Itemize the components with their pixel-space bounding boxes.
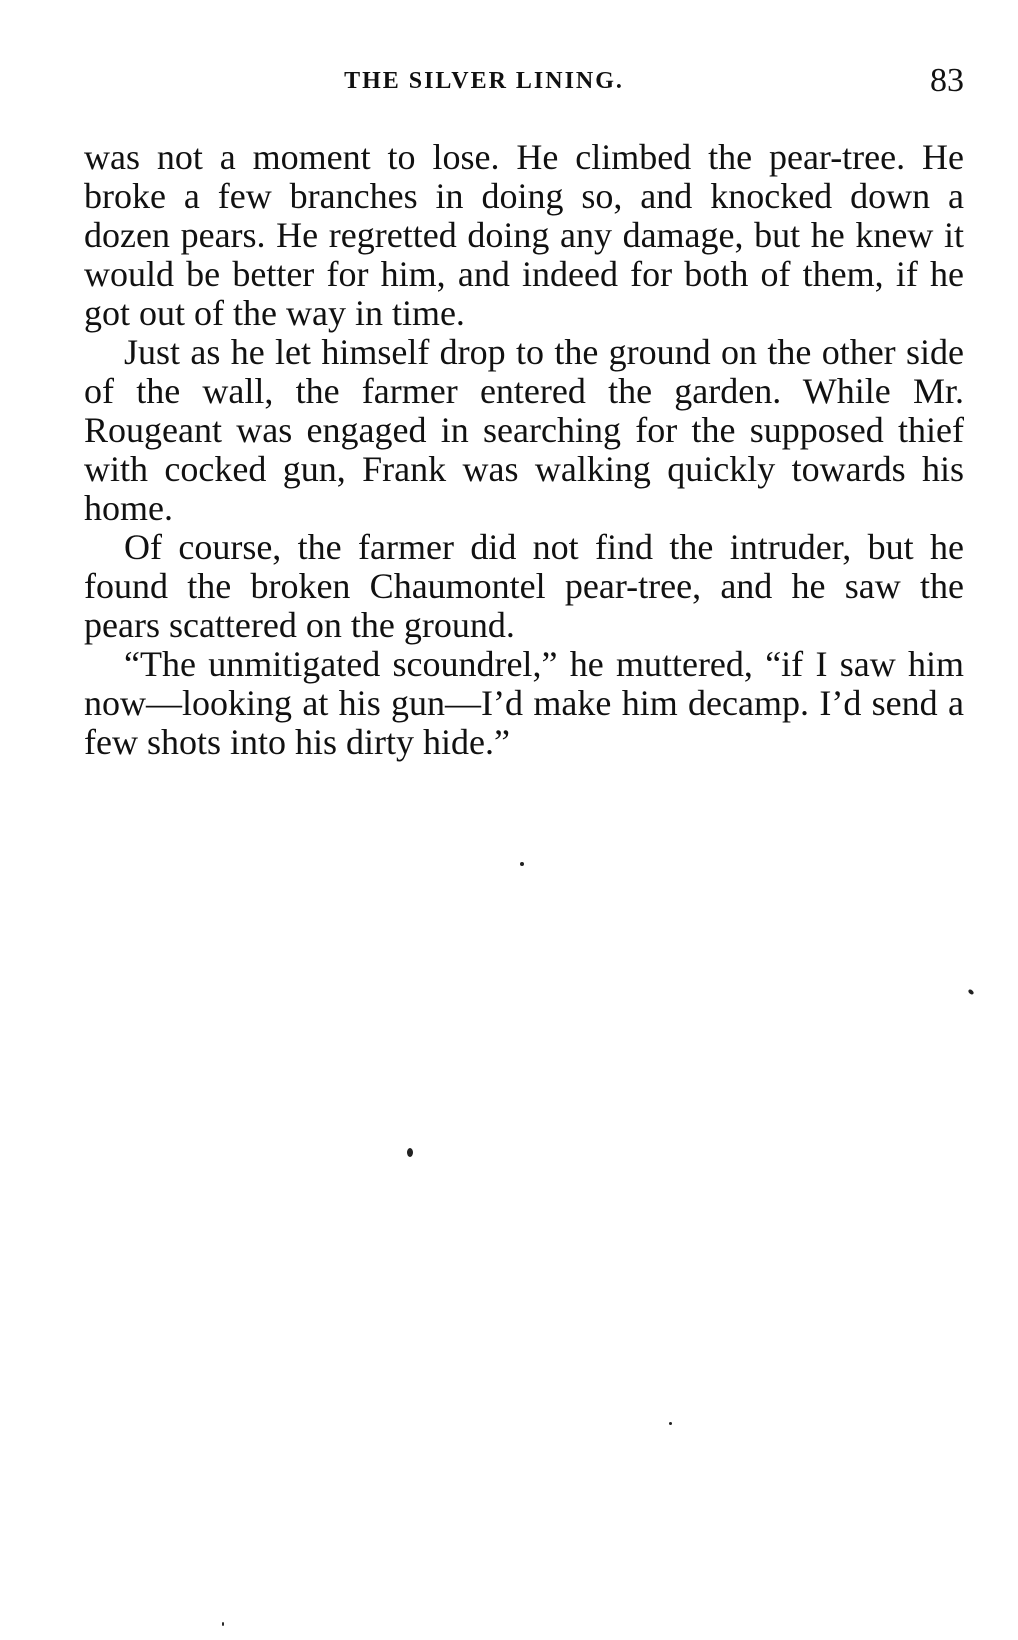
running-title: THE SILVER LINING. xyxy=(344,68,624,94)
paragraph-4: “The unmitigated scoundrel,” he muttered, “if I saw him now—looking at his gun—I’d make him decamp. I’d send a few shots into his dirty hide.” xyxy=(84,644,964,762)
ink-speck xyxy=(222,1622,224,1626)
page-number: 83 xyxy=(930,62,964,99)
paragraph-2: Just as he let himself drop to the ground on the other side of the wall, the farmer entered the garden. While Mr. Rougeant was engaged in searching for the supposed thief with cocked gun, Frank was walking quickly towards his home. xyxy=(84,332,964,528)
body-text xyxy=(84,138,964,762)
paragraph-3: Of course, the farmer did not find the intruder, but he found the broken Chaumontel pear-tree, and he saw the pears scattered on the ground. xyxy=(84,527,964,645)
ink-speck xyxy=(520,862,524,866)
running-header xyxy=(84,62,964,102)
ink-speck xyxy=(407,1148,413,1157)
ink-speck xyxy=(669,1422,672,1425)
paragraph-1: was not a moment to lose. He climbed the pear-tree. He broke a few branches in doing so, and knocked down a dozen pears. He regretted doing any damage, but he knew it would be better for him, and indeed for both of them, if he got out of the way in time. xyxy=(84,137,964,333)
ink-speck xyxy=(967,989,974,996)
